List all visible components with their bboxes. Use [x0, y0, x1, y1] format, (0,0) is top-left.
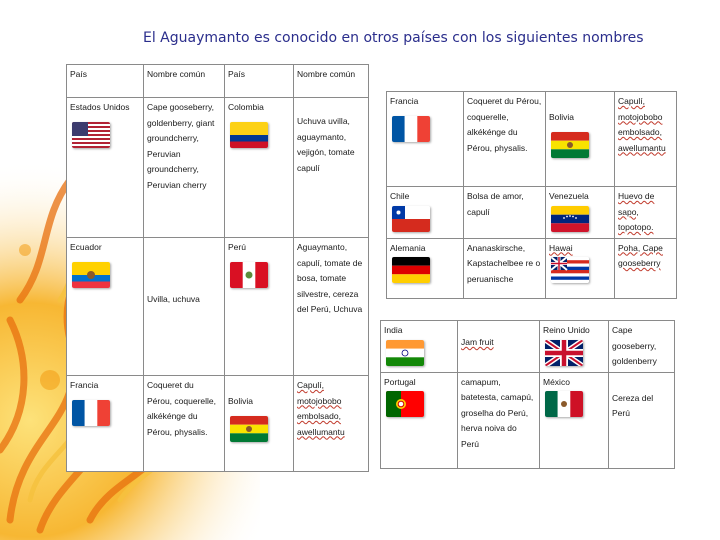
usa-flag-icon — [72, 122, 110, 148]
country-name: México — [543, 376, 570, 387]
header-nombre-comun: Nombre común — [144, 65, 225, 98]
names-table-left — [66, 64, 369, 472]
common-names: Cape gooseberry, goldenberry, giant groundcherry, Peruvian groundcherry, Peruvian cherry — [144, 98, 225, 238]
header-pais: País — [67, 65, 144, 98]
table-row — [387, 92, 677, 187]
table-row — [387, 238, 677, 298]
germany-flag-icon — [392, 257, 430, 283]
country-name: Colombia — [228, 102, 264, 112]
india-flag-icon — [386, 340, 424, 366]
country-name: Francia — [70, 380, 99, 390]
bolivia-flag-icon — [551, 132, 589, 158]
bolivia-flag-icon — [230, 416, 268, 442]
common-names: Ananaskirsche, Kapstachelbee re o peruanische — [464, 238, 546, 298]
country-name: Estados Unidos — [70, 102, 130, 112]
table-row — [381, 372, 675, 468]
common-names: Uvilla, uchuva — [147, 294, 200, 304]
table-row — [381, 321, 675, 373]
country-name: Reino Unido — [543, 325, 590, 335]
colombia-flag-icon — [230, 122, 268, 148]
common-names: camapum, batetesta, camapú, groselha do Perú, herva noiva do Perú — [458, 372, 540, 468]
country-name: Perú — [228, 242, 246, 252]
common-names: Poha, Cape gooseberry — [618, 242, 663, 268]
peru-flag-icon — [230, 262, 268, 288]
page-title: El Aguaymanto es conocido en otros países con los siguientes nombres — [143, 30, 644, 46]
common-names: Cereza del Perú — [612, 392, 654, 418]
uk-flag-icon — [545, 340, 583, 366]
names-table-right-top — [386, 91, 677, 299]
country-name: Bolivia — [549, 112, 575, 122]
chile-flag-icon — [392, 206, 430, 232]
country-name: Hawai — [549, 242, 573, 253]
france-flag-icon — [72, 400, 110, 426]
table-row — [67, 238, 369, 376]
common-names: Huevo de sapo, topotopo. — [618, 191, 655, 232]
venezuela-flag-icon — [551, 206, 589, 232]
common-names: Capulí, motojobobo embolsado, awellumantu — [618, 96, 666, 153]
country-name: Chile — [390, 191, 410, 201]
common-names: Jam fruit — [461, 337, 494, 347]
country-name: Francia — [390, 96, 419, 106]
ecuador-flag-icon — [72, 262, 110, 288]
country-name: Venezuela — [549, 191, 589, 201]
hawaii-flag-icon — [551, 257, 589, 283]
common-names: Coqueret du Pérou, coquerelle, alkékénge du Pérou, physalis. — [464, 92, 546, 187]
mexico-flag-icon — [545, 391, 583, 417]
country-name: Bolivia — [228, 396, 254, 406]
table-row — [387, 187, 677, 239]
names-table-right-bottom — [380, 320, 675, 469]
table-row — [67, 376, 369, 472]
common-names: Coqueret du Pérou, coquerelle, alkékénge du Pérou, physalis. — [144, 376, 225, 472]
common-names: Aguaymanto, capulí, tomate de bosa, tomate silvestre, cereza del Perú, Uchuva — [294, 238, 369, 376]
common-names: Bolsa de amor, capulí — [464, 187, 546, 239]
common-names: Capulí, motojobobo embolsado, awellumantu — [297, 380, 345, 437]
country-name: Portugal — [384, 376, 416, 387]
country-name: India — [384, 325, 403, 335]
portugal-flag-icon — [386, 391, 424, 417]
country-name: Ecuador — [70, 242, 102, 252]
table-row — [67, 98, 369, 238]
common-names: Uchuva uvilla, aguaymanto, vejigón, tomate capulí — [297, 116, 355, 173]
france-flag-icon — [392, 116, 430, 142]
header-nombre-comun: Nombre común — [294, 65, 369, 98]
header-pais: País — [225, 65, 294, 98]
country-name: Alemania — [390, 242, 426, 253]
common-names: Cape gooseberry, goldenberry — [609, 321, 675, 373]
